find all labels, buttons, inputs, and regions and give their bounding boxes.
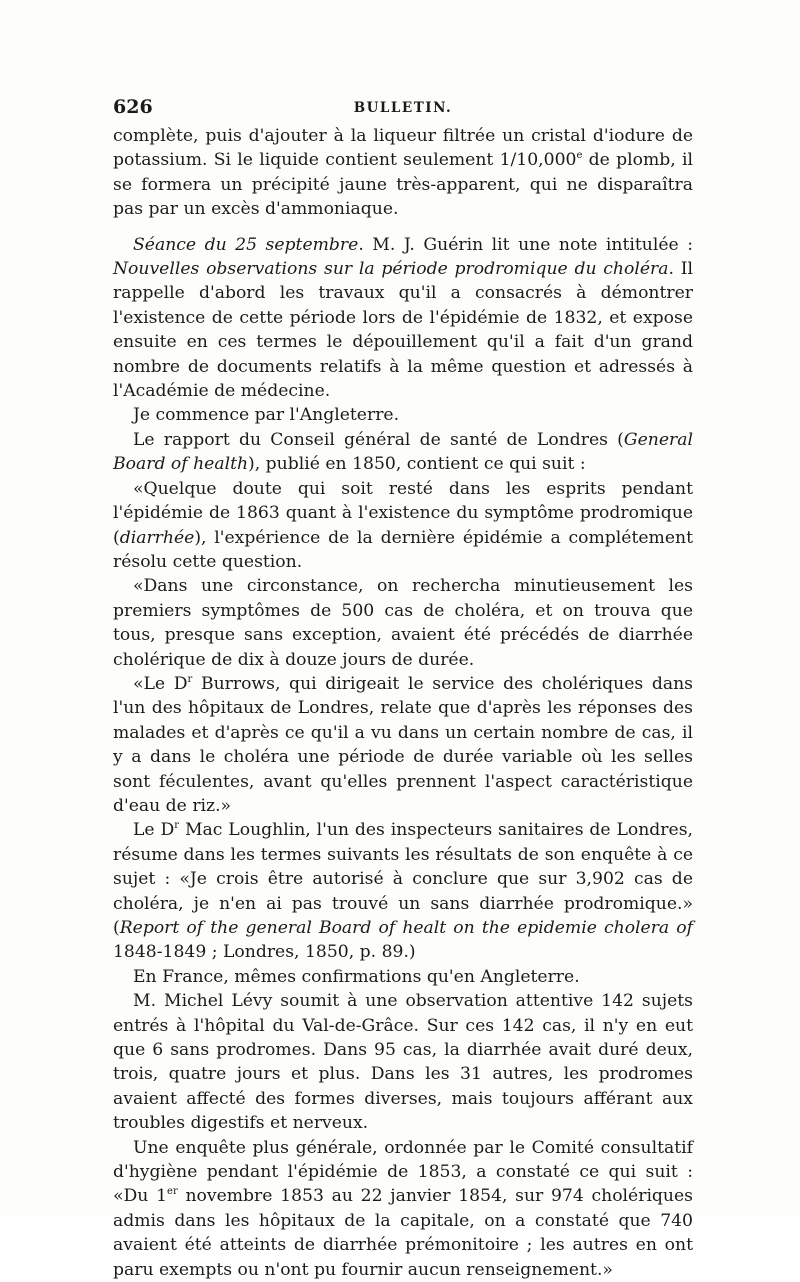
paragraph-circonstance: «Dans une circonstance, on rechercha minutieusement les premiers symptômes de 500 cas de choléra, et on trouva que tous, presque sans exception, avaient été précédés de diarrhée cholérique de dix à douze jours de durée. [113,576,693,670]
running-head: BULLETIN. [353,100,453,116]
paragraph-burrows: «Le $D^r$ Burrows, qui dirigeait le service des cholériques dans l'un des hôpitaux de Londres, relate que d'après les réponses des malades et d'après ce qu'il a vu dans un certain nombre de cas, il y a dans le choléra une période de durée variable où les selles sont féculentes, avant qu'elles prennent l'aspect caractéristique d'eau de riz.» [113,673,693,816]
paragraph-iodure: complète, puis d'ajouter à la liqueur filtrée un cristal d'iodure de potassium. Si le liquide contient seulement 1/10,000e de plomb, il se formera un précipité jaune très-apparent, qui ne disparaîtra pas par un excès d'ammoniaque. [113,126,693,220]
paragraph-enquete: Une enquête plus générale, ordonnée par le Comité consultatif d'hygiène pendant l'épidémie de 1853, a constaté ce qui suit : «Du 1er novembre 1853 au 22 janvier 1854, sur 974 cholériques admis dans les hôpitaux de la capitale, on a constaté que 740 avaient été atteints de diarrhée prémonitoire ; les autres en ont paru exempts ou n'ont pu fournir aucun renseignement.» [113,1137,693,1280]
paragraph-mac-loughlin: Le $D^r$ Mac Loughlin, l'un des inspecteurs sanitaires de Londres, résume dans les termes suivants les résultats de son enquête à ce sujet : «Je crois être autorisé à conclure que sur 3,902 cas de choléra, je n'en ai pas trouvé un sans diarrhée prodromique.» (Report of the general Board of healt on the epidemie cholera of 1848-1849 ; Londres, 1850, p. 89.) [113,820,693,963]
paragraph-france: En France, mêmes confirmations qu'en Angleterre. [133,966,580,987]
paragraph-angleterre: Je commence par l'Angleterre. [133,405,400,426]
paragraph-michel-levy: M. Michel Lévy soumit à une observation attentive 142 sujets entrés à l'hôpital du Val-de-Grâce. Sur ces 142 cas, il n'y en eut que 6 sans prodromes. Dans 95 cas, la diarrhée avait duré deux, trois, quatre jours et plus. Dans les 31 autres, les prodromes avaient affecté des formes diverses, mais toujours afférant aux troubles digestifs et nerveux. [113,991,693,1134]
paragraph-quelque-doute: «Quelque doute qui soit resté dans les esprits pendant l'épidémie de 1863 quant à l'existence du symptôme prodromique (diarrhée), l'expérience de la dernière épidémie a complétement résolu cette question. [113,478,693,572]
paragraph-seance: Séance du 25 septembre. M. J. Guérin lit une note intitulée : Nouvelles observations sur la période prodromique du choléra. Il rappelle d'abord les travaux qu'il a consacrés à démontrer l'existence de cette période lors de l'épidémie de 1832, et expose ensuite en ces termes le dépouillement qu'il a fait d'un grand nombre de documents relatifs à la même question et adressés à l'Académie de médecine. [113,234,693,402]
page-header [113,96,693,120]
body-text [113,124,693,1282]
paragraph-rapport: Le rapport du Conseil général de santé de Londres (General Board of health), publié en 1850, contient ce qui suit : [113,429,693,475]
page-number: 626 [113,96,153,118]
